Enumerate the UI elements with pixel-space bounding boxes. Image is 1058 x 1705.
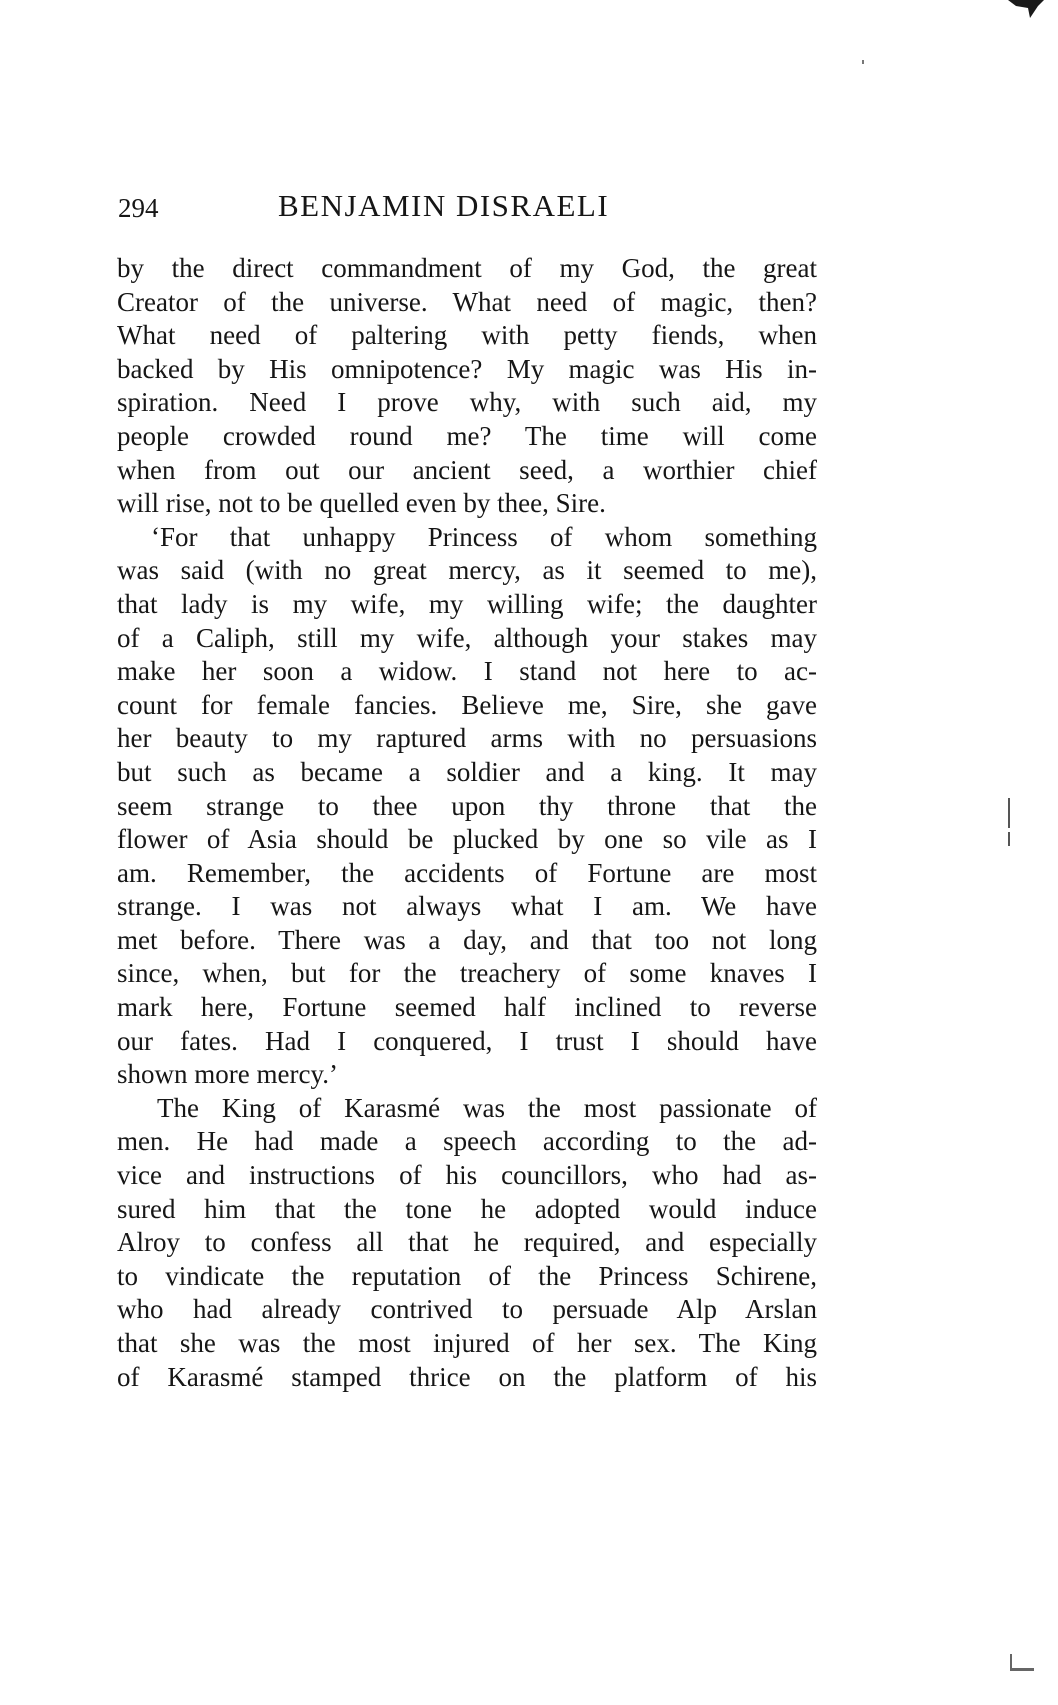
paragraph-1 [117, 252, 817, 521]
text-line: met before. There was a day, and that too not long [117, 924, 817, 955]
text-line: vice and instructions of his councillors, who had as- [117, 1160, 817, 1191]
text-line: was said (with no great mercy, as it seemed to me), [117, 555, 817, 586]
paragraph-3 [117, 1092, 817, 1394]
text-line: What need of paltering with petty fiends, when [117, 320, 817, 351]
text-line: who had already contrived to persuade Alp Arslan [117, 1294, 817, 1325]
scan-speck [1008, 798, 1010, 828]
text-line: of Karasmé stamped thrice on the platform of his [117, 1361, 817, 1392]
text-line: to vindicate the reputation of the Princess Schirene, [117, 1260, 817, 1291]
paragraph-2 [117, 521, 817, 1092]
running-head [118, 186, 818, 226]
text-line: her beauty to my raptured arms with no persuasions [117, 723, 817, 754]
text-line: am. Remember, the accidents of Fortune are most [117, 857, 817, 888]
text-line: make her soon a widow. I stand not here to ac- [117, 656, 817, 687]
text-line: by the direct commandment of my God, the great [117, 253, 817, 283]
text-line: count for female fancies. Believe me, Sire, she gave [117, 689, 817, 720]
text-line: flower of Asia should be plucked by one so vile as I [117, 824, 817, 855]
text-line: The King of Karasmé was the most passionate of [157, 1092, 817, 1123]
text-line: shown more mercy.’ [117, 1059, 338, 1090]
scan-speck [1010, 1654, 1012, 1670]
text-line: men. He had made a speech according to the ad- [117, 1126, 817, 1157]
text-line: Alroy to confess all that he required, and especially [117, 1227, 817, 1258]
scan-speck [1010, 1668, 1034, 1671]
text-line: that she was the most injured of her sex. The King [117, 1328, 817, 1358]
text-line: mark here, Fortune seemed half inclined to reverse [117, 992, 817, 1023]
running-title: BENJAMIN DISRAELI [278, 188, 610, 223]
text-line: since, when, but for the treachery of some knaves I [117, 958, 817, 989]
text-line: will rise, not to be quelled even by thee, Sire. [117, 488, 606, 519]
text-line: people crowded round me? The time will come [117, 420, 817, 451]
text-line: our fates. Had I conquered, I trust I should have [117, 1025, 817, 1056]
scan-speck [862, 60, 864, 64]
text-line: ‘For that unhappy Princess of whom something [151, 521, 817, 552]
scan-corner-mark [1008, 0, 1044, 18]
text-line: strange. I was not always what I am. We have [117, 891, 817, 922]
text-line: Creator of the universe. What need of magic, then? [117, 286, 817, 317]
text-line: sured him that the tone he adopted would induce [117, 1193, 817, 1224]
text-line: when from out our ancient seed, a worthier chief [117, 454, 817, 485]
text-line: spiration. Need I prove why, with such aid, my [117, 387, 817, 418]
text-line: backed by His omnipotence? My magic was His in- [117, 353, 817, 384]
text-line: seem strange to thee upon thy throne that the [117, 790, 817, 821]
text-line: of a Caliph, still my wife, although your stakes may [117, 622, 817, 653]
page-number: 294 [118, 193, 159, 223]
text-line: that lady is my wife, my willing wife; the daughter [117, 588, 817, 619]
body-text [117, 252, 817, 1394]
scan-speck [1008, 832, 1010, 846]
text-line: but such as became a soldier and a king. It may [117, 756, 817, 787]
